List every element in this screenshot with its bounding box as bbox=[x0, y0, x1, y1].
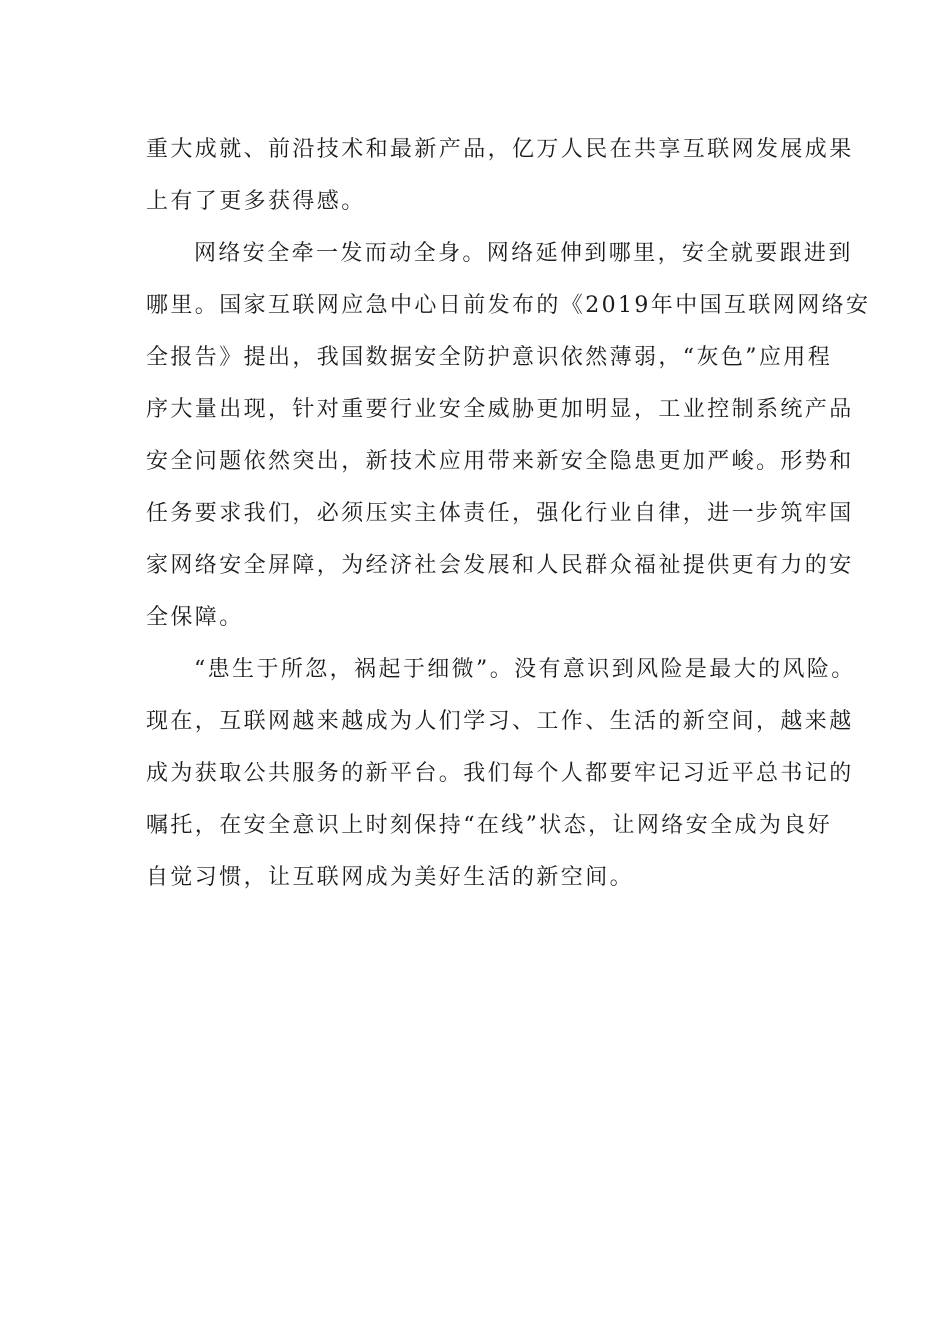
text-line: 重大成就、前沿技术和最新产品，亿万人民在共享互联网发展成果 bbox=[146, 137, 854, 162]
text-line: 自觉习惯，让互联网成为美好生活的新空间。 bbox=[146, 865, 635, 890]
text-line: 成为获取公共服务的新平台。我们每个人都要牢记习近平总书记的 bbox=[146, 761, 854, 786]
text-line: 家网络安全屏障，为经济社会发展和人民群众福祉提供更有力的安 bbox=[146, 553, 854, 578]
text-line: 任务要求我们，必须压实主体责任，强化行业自律，进一步筑牢国 bbox=[146, 501, 854, 526]
text-line: 安全问题依然突出，新技术应用带来新安全隐患更加严峻。形势和 bbox=[146, 449, 854, 474]
text-line: 全保障。 bbox=[146, 605, 244, 630]
paragraph-first-line: 网络安全牵一发而动全身。网络延伸到哪里，安全就要跟进到 bbox=[194, 241, 853, 266]
text-line: 序大量出现，针对重要行业安全威胁更加明显，工业控制系统产品 bbox=[146, 397, 854, 422]
paragraph-first-line: “患生于所忽，祸起于细微”。没有意识到风险是最大的风险。 bbox=[194, 657, 856, 682]
text-line: 嘱托，在安全意识上时刻保持“在线”状态，让网络安全成为良好 bbox=[146, 813, 833, 838]
document-body bbox=[146, 124, 871, 904]
text-line: 哪里。国家互联网应急中心日前发布的《2019年中国互联网网络安 bbox=[146, 293, 871, 318]
text-line: 上有了更多获得感。 bbox=[146, 189, 366, 214]
text-line: 全报告》提出，我国数据安全防护意识依然薄弱，“灰色”应用程 bbox=[146, 345, 833, 370]
text-line: 现在，互联网越来越成为人们学习、工作、生活的新空间，越来越 bbox=[146, 709, 854, 734]
